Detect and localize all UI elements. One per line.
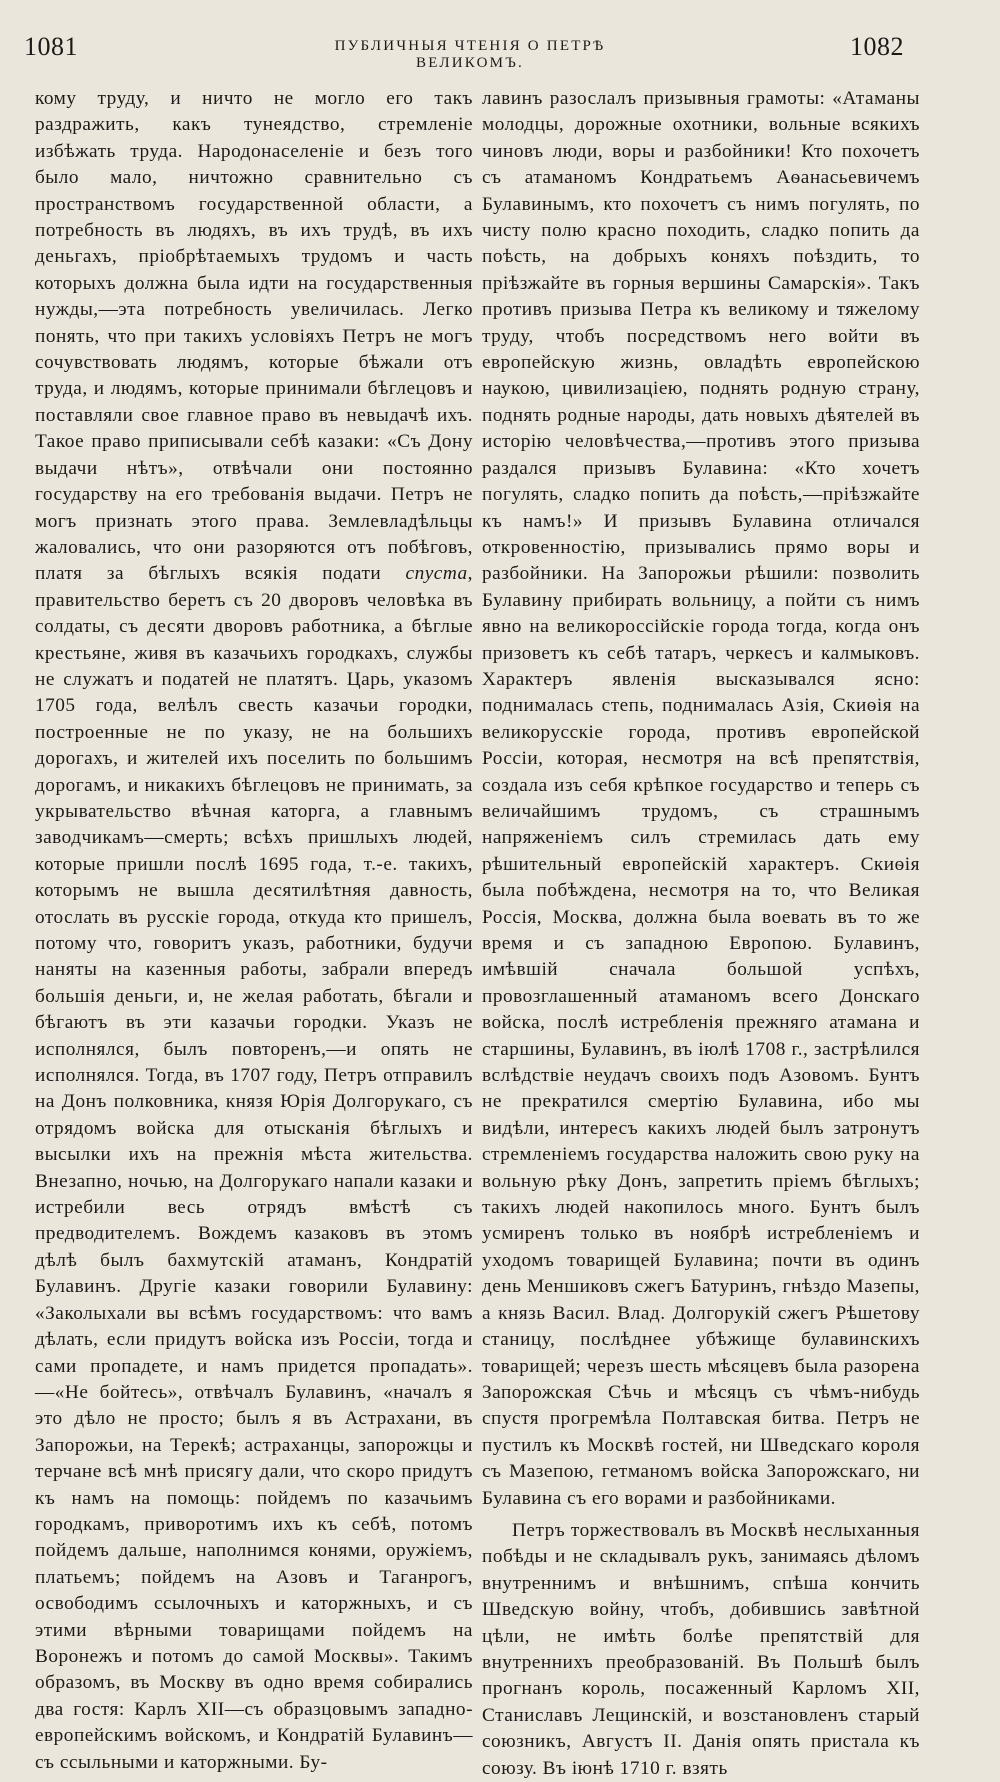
paragraph-text: кому труду, и ничто не могло его такъ раздражить, какъ тунеядство, стремленіе избѣжать труда. Народонаселеніе и безъ того было мало, ничтожно сравнительно съ пространствомъ государственной области, а потребность въ людяхъ, въ ихъ трудѣ, въ ихъ деньгахъ, пріобрѣтаемыхъ трудомъ и часть которыхъ должна была идти на государственныя нужды,—эта потребность увеличилась. Легко понять, что при такихъ условіяхъ Петръ не могъ сочувствовать людямъ, которые бѣжали отъ труда, и людямъ, которые принимали бѣглецовъ и поставляли свое главное право въ невыдачѣ ихъ. Такое право приписывали себѣ казаки: «Съ Дону выдачи нѣтъ», отвѣчали они постоянно государству на его требованія выдачи. Петръ не могъ признать этого права. Землевладѣльцы жаловались, что они разоряются отъ побѣговъ, платя за бѣглыхъ всякія подати [35, 88, 473, 585]
column-gutter [475, 86, 476, 1416]
right-paragraph-1: лавинъ разослалъ призывныя грамоты: «Атаманы молодцы, дорожные охотники, вольные всякихъ чиновъ люди, воры и разбойники! Кто похочетъ съ атаманомъ Кондратьемъ Аѳанасьевичемъ Булавинымъ, кто похочетъ съ нимъ погулять, по чисту полю красно походить, сладко попить да поѣсть, на добрыхъ коняхъ поѣздить, то пріѣзжайте въ горныя вершины Самарскія». Такъ противъ призыва Петра къ великому и тяжелому труду, чтобъ посредствомъ него войти въ европейскую жизнь, овладѣть европейскою наукою, цивилизаціею, поднять родную страну, поднять родные народы, дать новыхъ дѣятелей въ исторію человѣчества,—противъ этого призыва раздался призывъ Булавина: «Кто хочетъ погулять, сладко попить да поѣсть,—пріѣзжайте къ намъ!» И призывъ Булавина отличался откровенностію, призывались прямо воры и разбойники. На Запорожьи рѣшили: позволить Булавину прибирать вольницу, а пойти съ нимъ явно на великороссійскіе города тогда, когда онъ призоветъ къ себѣ татаръ, черкесъ и калмыковъ. Характеръ явленія высказывался ясно: поднималась степь, поднималась Азія, Скиѳія на великорусскіе города, противъ европейской Россіи, которая, несмотря на всѣ препятствія, создала изъ себя крѣпкое государство и теперь съ величайшимъ трудомъ, съ страшнымъ напряженіемъ силъ стремилась дать ему рѣшительный европейскій характеръ. Скиѳія была побѣждена, несмотря на то, что Великая Россія, Москва, должна была воевать въ то же время и съ западною Европою. Булавинъ, имѣвшій сначала большой успѣхъ, провозглашенный атаманомъ всего Донскаго войска, послѣ истребленія прежняго атамана и старшины, Булавинъ, въ іюлѣ 1708 г., застрѣлился вслѣдствіе неудачъ своихъ подъ Азовомъ. Бунтъ не прекратился смертію Булавина, ибо мы видѣли, интересъ какихъ людей былъ затронутъ стремленіемъ государства наложить свою руку на вольную рѣку Донъ, запретить пріемъ бѣглыхъ; такихъ людей накопилось много. Бунтъ былъ усмиренъ только въ ноябрѣ истребленіемъ и уходомъ товарищей Булавина; почти въ одинъ день Меншиковъ сжегъ Батуринъ, гнѣздо Мазепы, а князь Васил. Влад. Долгорукій сжегъ Рѣшетову станицу, послѣднее убѣжище булавинскихъ товарищей; черезъ шесть мѣсяцевъ была разорена Запорожская Сѣчь и мѣсяцъ съ чѣмъ-нибудь спустя прогремѣла Полтавская битва. Петръ не пустилъ къ Москвѣ гостей, ни Шведскаго короля съ Мазепою, гетманомъ войска Запорожскаго, ни Булавина съ его ворами и разбойниками. [482, 88, 920, 1509]
italic-word: спуста [405, 563, 468, 585]
left-text-column [35, 86, 473, 1776]
right-page-number: 1082 [850, 32, 904, 61]
paragraph-text-continued: , правительство беретъ съ 20 дворовъ человѣка въ солдаты, съ десяти дворовъ работника, а бѣглые крестьяне, живя въ казачьихъ городкахъ, службы не служатъ и податей не платятъ. Царь, указомъ 1705 года, велѣлъ свесть казачьи городки, построенные не по указу, не на большихъ дорогахъ, и жителей ихъ поселить по большимъ дорогамъ, и никакихъ бѣглецовъ не принимать, за укрывательство вѣчная каторга, а главнымъ заводчикамъ—смерть; всѣхъ пришлыхъ людей, которые пришли послѣ 1695 года, т.-е. такихъ, которымъ не вышла десятилѣтняя давность, отослать въ русскіе города, откуда кто пришелъ, потому что, говоритъ указъ, работники, будучи наняты на казенныя работы, забрали впередъ большія деньги, и, не желая работать, бѣгали и бѣгаютъ въ эти казачьи городки. Указъ не исполнялся, былъ повторенъ,—и опять не исполнялся. Тогда, въ 1707 году, Петръ отправилъ на Донъ полковника, князя Юрія Долгорукаго, съ отрядомъ войска для отысканія бѣглыхъ и высылки ихъ на прежнія мѣста жительства. Внезапно, ночью, на Долгорукаго напали казаки и истребили весь отрядъ вмѣстѣ съ предводителемъ. Вождемъ казаковъ въ этомъ дѣлѣ былъ бахмутскій атаманъ, Кондратій Булавинъ. Другіе казаки говорили Булавину: «Заколыхали вы всѣмъ государствомъ: что вамъ дѣлать, если придутъ войска изъ Россіи, тогда и сами пропадете, и намъ придется пропадать».—«Не бойтесь», отвѣчалъ Булавинъ, «началъ я это дѣло не просто; былъ я въ Астрахани, въ Запорожьи, на Терекѣ; астраханцы, запорожцы и терчане всѣ мнѣ присягу дали, что скоро придутъ къ намъ на помощь: пойдемъ по казачьимъ городкамъ, приворотимъ ихъ къ себѣ, потомъ пойдемъ дальше, наполнимся конями, оружіемъ, платьемъ; пойдемъ на Азовъ и Таганрогъ, освободимъ ссылочныхъ и каторжныхъ, и съ этими вѣрными товарищами пойдемъ на Воронежъ и потомъ до самой Москвы». Такимъ образомъ, въ Москву въ одно время собирались два гостя: Карлъ XII—съ образцовымъ западно-европейскимъ войскомъ, и Кондратій Булавинъ—съ ссыльными и каторжными. Бу- [35, 563, 473, 1773]
page-header [0, 32, 1000, 72]
left-paragraph-1 [35, 86, 473, 1776]
running-title: ПУБЛИЧНЫЯ ЧТЕНІЯ О ПЕТРѢ ВЕЛИКОМЪ. [334, 38, 606, 71]
left-page-number: 1081 [24, 32, 78, 61]
right-paragraph-2: Петръ торжествовалъ въ Москвѣ неслыханныя побѣды и не складывалъ рукъ, занимаясь дѣломъ внутреннимъ и внѣшнимъ, спѣша кончить Шведскую войну, чтобъ, добившись завѣтной цѣли, не имѣть болѣе препятствій для внутреннихъ преобразованій. Въ Польшѣ былъ прогнанъ король, посаженный Карломъ XII, Станиславъ Лещинскій, и возстановленъ старый союзникъ, Августъ II. Данія опять пристала къ союзу. Въ іюнѣ 1710 г. взять [482, 1519, 920, 1779]
right-text-column [482, 86, 920, 1782]
